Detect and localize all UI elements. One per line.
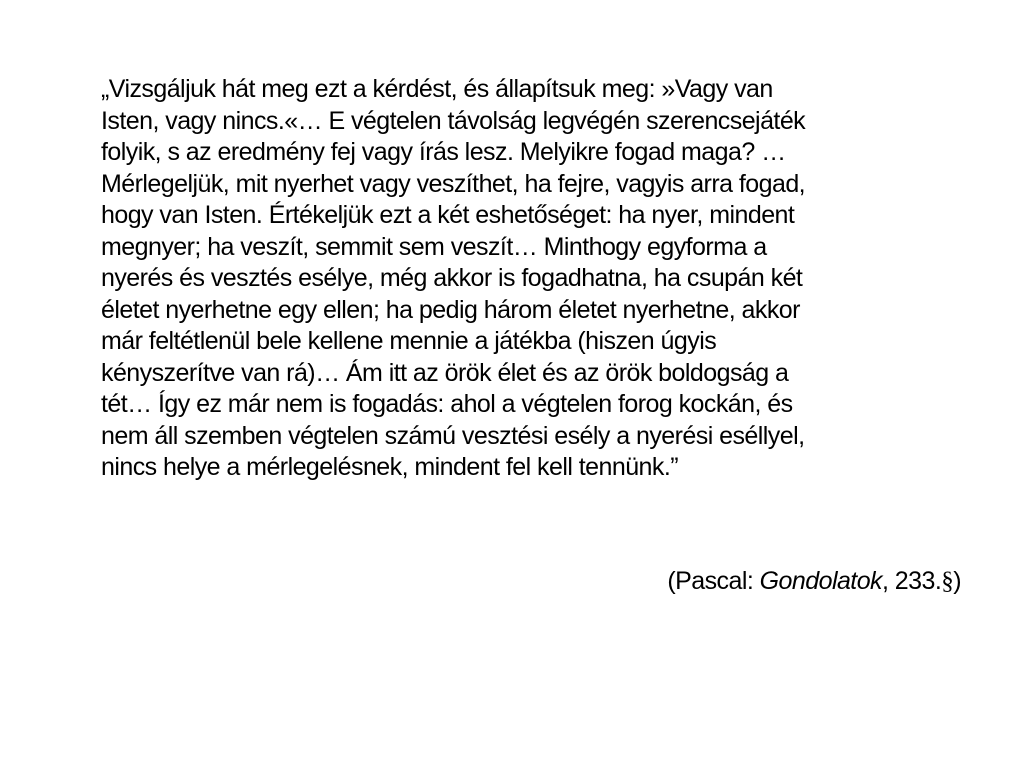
citation-section-sign: §: [941, 568, 954, 595]
quote-line: folyik, s az eredmény fej vagy írás lesz. Melyikre fogad maga? …: [101, 138, 786, 166]
quote-line: Isten, vagy nincs.«… E végtelen távolság legvégén szerencsejáték: [101, 106, 806, 135]
quote-line: nem áll szemben végtelen számú vesztési esély a nyerési eséllyel,: [101, 421, 805, 450]
quote-line: „Vizsgáljuk hát meg ezt a kérdést, és állapítsuk meg: »Vagy van: [101, 75, 773, 103]
quote-line: kényszerítve van rá)… Ám itt az örök élet és az örök boldogság a: [101, 358, 789, 387]
citation: [667, 566, 961, 598]
pascal-quote: [101, 74, 951, 484]
quote-line: megnyer; ha veszít, semmit sem veszít… Minthogy egyforma a: [101, 232, 767, 261]
quote-line: már feltétlenül bele kellene mennie a játékba (hiszen úgyis: [101, 327, 717, 355]
quote-line: nyerés és vesztés esélye, még akkor is fogadhatna, ha csupán két: [101, 264, 803, 292]
quote-line: Mérlegeljük, mit nyerhet vagy veszíthet, ha fejre, vagyis arra fogad,: [101, 169, 806, 198]
citation-separator: , 233.: [882, 567, 942, 595]
quote-line: életet nyerhetne egy ellen; ha pedig három életet nyerhetne, akkor: [101, 295, 800, 324]
quote-line: nincs helye a mérlegelésnek, mindent fel kell tennünk.”: [101, 453, 679, 481]
citation-suffix: ): [953, 567, 961, 595]
citation-work-title: Gondolatok: [759, 567, 883, 595]
quote-line: hogy van Isten. Értékeljük ezt a két eshetőséget: ha nyer, mindent: [101, 201, 795, 229]
quote-line: tét… Így ez már nem is fogadás: ahol a végtelen forog kockán, és: [101, 390, 793, 418]
citation-prefix: (Pascal:: [667, 567, 760, 595]
